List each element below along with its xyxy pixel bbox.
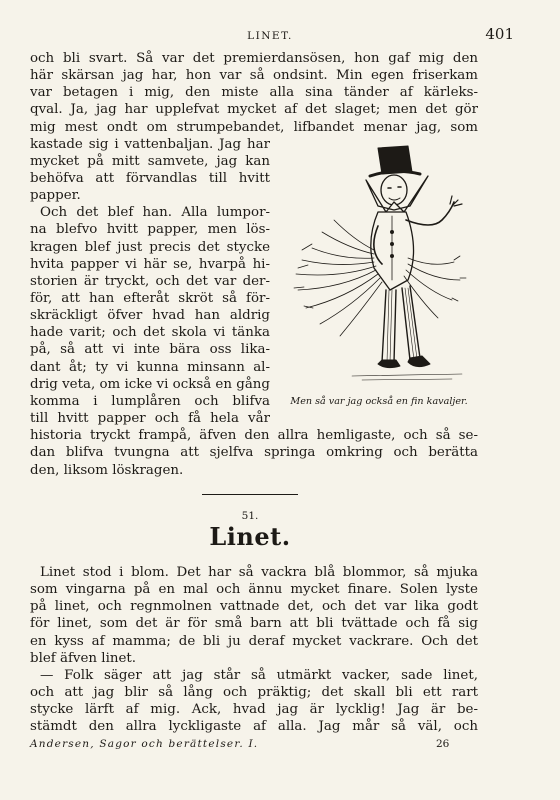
page-header	[26, 22, 514, 44]
section-divider	[202, 494, 298, 495]
text-line: na blefvo hvitt papper, men lös-	[30, 222, 270, 238]
paragraph-continued	[30, 50, 478, 136]
text-line: dant åt; ty vi kunna minsann al-	[30, 359, 270, 375]
text-line: kastade sig i vattenbaljan. Jag har	[30, 136, 270, 152]
text-line: den, liksom löskragen.	[30, 462, 184, 478]
text-line: historia tryckt frampå, äfven den allra hemligaste, och så se-	[30, 428, 478, 444]
text-line: storien är tryckt, och det var der-	[30, 273, 270, 289]
paragraph-continued-narrow	[30, 136, 270, 205]
text-line: mycket på mitt samvete, jag kan	[30, 153, 270, 169]
dandy-illustration	[282, 140, 478, 390]
text-line: drig veta, om icke vi också en gång	[30, 376, 270, 392]
page-number: 401	[485, 25, 514, 43]
text-line: till hvitt papper och få hela vår	[30, 411, 270, 427]
paragraph-linet-speech	[30, 667, 478, 736]
text-line: hade varit; och det skola vi tänka	[30, 325, 270, 341]
text-line: komma i lumplåren och blifva	[30, 393, 270, 409]
text-line: Linet stod i blom. Det har så vackra blå blommor, så mjuka	[40, 565, 478, 580]
text-line: och bli svart. Så var det premierdansösen, hon gaf mig den	[30, 51, 478, 66]
text-line: för, att han efteråt skröt så för-	[30, 291, 270, 307]
text-line: stycke lärft af mig. Ack, hvad jag är lycklig! Jag är be-	[30, 702, 478, 718]
text-line: dan blifva tvungna att sjelfva springa omkring och berätta	[30, 445, 478, 461]
text-line: på linet, och regnmolnen vattnade det, och det var lika godt	[30, 599, 478, 615]
section-number: 51.	[241, 510, 259, 522]
figure-caption: Men så var jag också en fin kavaljer.	[290, 396, 468, 407]
paragraph-transformation	[30, 204, 270, 427]
text-line: blef äfven linet.	[30, 650, 137, 666]
text-line: hvita papper vi här se, hvarpå hi-	[30, 256, 270, 272]
text-line: en kyss af mamma; de bli ju deraf mycket vackrare. Och det	[30, 633, 478, 649]
paragraph-linet-intro	[30, 564, 478, 667]
text-line: stämdt den allra lyckligaste af alla. Jag mår så väl, och	[30, 719, 478, 735]
text-line: som vingarna på en mal och ännu mycket finare. Solen lyste	[30, 582, 478, 598]
section-title: Linet.	[209, 522, 291, 551]
text-line: här skärsan jag har, hon var så ondsint. Min egen friserkam	[30, 68, 478, 84]
paragraph-transformation-wide	[30, 427, 478, 478]
text-line: kragen blef just precis det stycke	[30, 239, 270, 255]
footer-signature: 26	[436, 738, 450, 750]
text-line: Och det blef han. Alla lumpor-	[40, 205, 270, 221]
running-head: LINET.	[247, 30, 293, 42]
text-line: papper.	[30, 188, 81, 204]
text-line: — Folk säger att jag står så utmärkt vacker, sade linet,	[40, 668, 478, 683]
text-line: qval. Ja, jag har upplefvat mycket af det slaget; men det gör	[30, 102, 478, 118]
text-line: var betagen i mig, den miste alla sina tänder af kärleks-	[30, 85, 478, 101]
footer-source: Andersen, Sagor och berättelser. I.	[30, 738, 259, 750]
text-line: mig mest ondt om strumpebandet, lifbandet menar jag, som	[30, 119, 478, 135]
text-line: behöfva att förvandlas till hvitt	[30, 171, 270, 187]
text-line: för linet, som det är för små barn att bli tvättade och få sig	[30, 616, 478, 632]
text-line: på, så att vi inte bära oss lika-	[30, 342, 270, 358]
text-line: och att jag blir så lång och präktig; det skall bli ett rart	[30, 685, 478, 701]
text-line: skräckligt öfver hvad han aldrig	[30, 308, 270, 324]
